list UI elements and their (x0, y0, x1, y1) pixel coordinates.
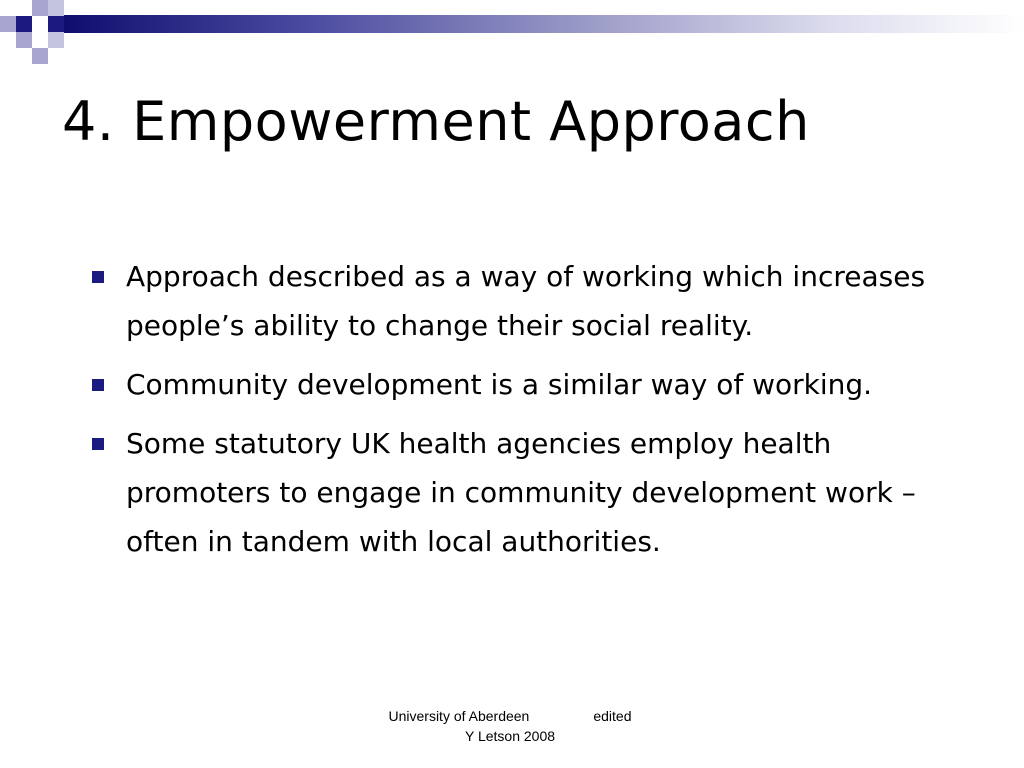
decor-square (48, 16, 64, 32)
bullet-item (92, 419, 952, 566)
bullet-text: Approach described as a way of working which increases people’s ability to change their social reality. (126, 260, 926, 342)
decor-square (0, 16, 16, 32)
bullet-item (92, 360, 952, 409)
bullet-text: Some statutory UK health agencies employ health promoters to engage in community development work – often in tandem with local authorities. (126, 427, 916, 558)
footer-author: Y Letson 2008 (464, 728, 556, 744)
square-bullet-icon (92, 379, 104, 391)
decor-square (48, 0, 64, 16)
square-bullet-icon (92, 271, 104, 283)
bullet-item (92, 252, 952, 350)
slide-title: 4. Empowerment Approach (62, 90, 810, 153)
header-gradient-bar (64, 15, 1024, 33)
decor-square (32, 48, 48, 64)
bullet-text: Community development is a similar way of working. (126, 368, 873, 401)
footer-edited-label: edited (593, 708, 632, 724)
decor-square (32, 0, 48, 16)
footer-organization: University of Aberdeen (388, 708, 530, 724)
bullet-list (92, 252, 952, 576)
slide-footer (300, 706, 720, 746)
decor-square (48, 32, 64, 48)
decor-square (16, 16, 32, 32)
decor-square (16, 32, 32, 48)
footer-line-1 (300, 706, 720, 726)
square-bullet-icon (92, 438, 104, 450)
